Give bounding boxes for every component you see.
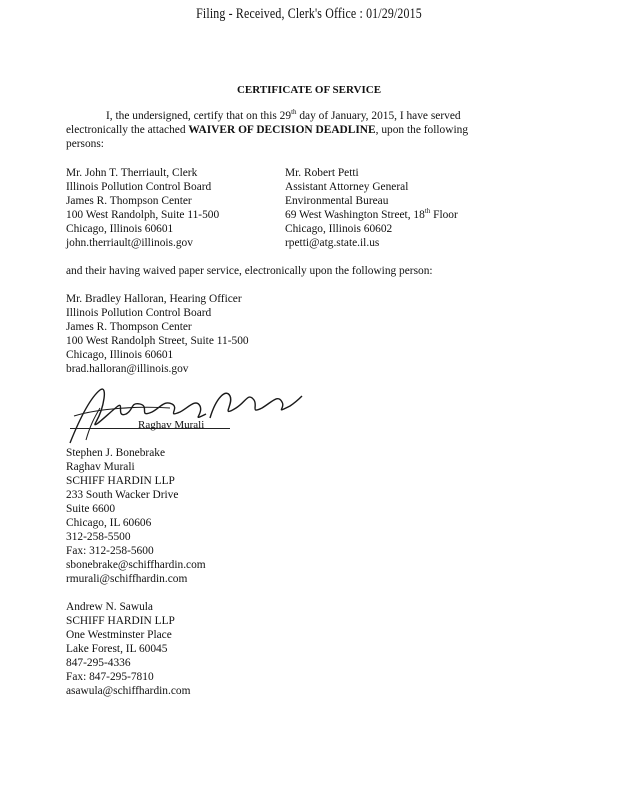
counsel-contact-block-2: [66, 600, 190, 698]
intro-text-middle: day of January, 2015, I have served electronically the attached: [66, 110, 461, 136]
filing-stamp-header: Filing - Received, Clerk's Office : 01/29/2015: [196, 6, 422, 22]
counsel-line: Fax: 312-258-5600: [66, 545, 154, 557]
floor-text: Floor: [430, 209, 458, 221]
address-line: [285, 208, 458, 222]
email-line: brad.halloran@illinois.gov: [66, 363, 189, 375]
counsel-line: Raghav Murali: [66, 461, 135, 473]
floor-ordinal-suffix: th: [424, 207, 431, 216]
signer-name: Raghav Murali: [138, 419, 205, 431]
email-line: john.therriault@illinois.gov: [66, 237, 193, 249]
signature-graphic: [60, 378, 310, 448]
address-line: Chicago, Illinois 60601: [66, 349, 174, 361]
counsel-line: Lake Forest, IL 60045: [66, 643, 168, 655]
email-line: sbonebrake@schiffhardin.com: [66, 559, 206, 571]
address-line: Mr. Robert Petti: [285, 167, 359, 179]
counsel-line: Andrew N. Sawula: [66, 601, 153, 613]
address-line: 100 West Randolph, Suite 11-500: [66, 209, 220, 221]
counsel-line: SCHIFF HARDIN LLP: [66, 615, 175, 627]
document-name-bold: WAIVER OF DECISION DEADLINE: [188, 124, 376, 136]
recipient-attorney-general-address: [285, 166, 458, 250]
address-line: Illinois Pollution Control Board: [66, 307, 212, 319]
counsel-line: Chicago, IL 60606: [66, 517, 152, 529]
counsel-line: Fax: 847-295-7810: [66, 671, 154, 683]
hearing-officer-address: [66, 292, 249, 376]
counsel-line: 312-258-5500: [66, 531, 131, 543]
intro-ordinal-suffix: th: [291, 108, 297, 117]
email-line: rpetti@atg.state.il.us: [285, 237, 380, 249]
document-title: CERTIFICATE OF SERVICE: [236, 84, 382, 96]
address-line: Assistant Attorney General: [285, 181, 409, 193]
address-line: 100 West Randolph Street, Suite 11-500: [66, 335, 249, 347]
counsel-line: 233 South Wacker Drive: [66, 489, 179, 501]
intro-text-end: , upon the following persons:: [66, 124, 469, 150]
address-line: Mr. John T. Therriault, Clerk: [66, 167, 198, 179]
address-line: Environmental Bureau: [285, 195, 389, 207]
address-line: Mr. Bradley Halloran, Hearing Officer: [66, 293, 242, 305]
address-line: Illinois Pollution Control Board: [66, 181, 212, 193]
certification-paragraph: [66, 109, 506, 151]
counsel-line: One Westminster Place: [66, 629, 172, 641]
address-line: Chicago, Illinois 60602: [285, 223, 393, 235]
email-line: asawula@schiffhardin.com: [66, 685, 191, 697]
counsel-line: Stephen J. Bonebrake: [66, 447, 166, 459]
counsel-contact-block: [66, 446, 206, 586]
street-text: 69 West Washington Street, 18: [285, 209, 425, 221]
address-line: James R. Thompson Center: [66, 195, 192, 207]
counsel-line: Suite 6600: [66, 503, 116, 515]
second-service-statement: and their having waived paper service, electronically upon the following person:: [66, 265, 433, 277]
counsel-line: SCHIFF HARDIN LLP: [66, 475, 175, 487]
address-line: James R. Thompson Center: [66, 321, 192, 333]
counsel-line: 847-295-4336: [66, 657, 131, 669]
address-line: Chicago, Illinois 60601: [66, 223, 174, 235]
recipient-clerk-address: [66, 166, 219, 250]
intro-text-start: I, the undersigned, certify that on this 29: [106, 110, 292, 122]
email-line: rmurali@schiffhardin.com: [66, 573, 188, 585]
handwritten-signature: [60, 378, 310, 448]
